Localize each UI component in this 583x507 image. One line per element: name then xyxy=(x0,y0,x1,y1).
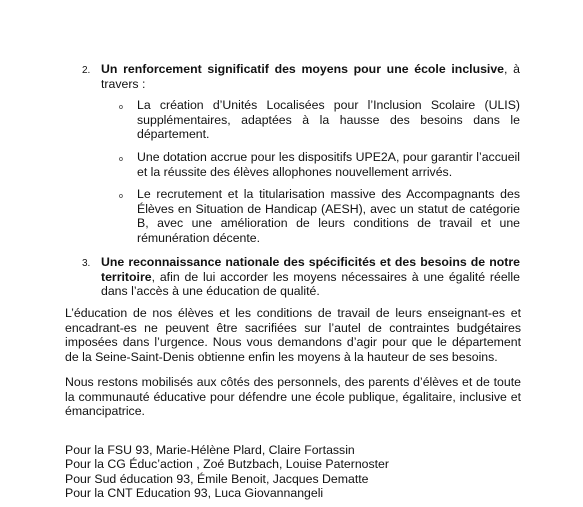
signature-line: Pour la FSU 93, Marie-Hélène Plard, Claire Fortassin xyxy=(65,443,355,457)
list-item-3-title: Une reconnaissance nationale des spécificités et des besoins de notre territoire xyxy=(101,255,520,284)
paragraph-conditions: L’éducation de nos élèves et les conditions de travail de leurs enseignant-es et encadrant-es ne peuvent être sacrifiées sur l’autel de contraintes budgétaires imposées dans l’urgence. Nous vous demandons d’agir pour que le département de la Seine-Saint-Denis obtienne enfin les moyens à la hauteur de ses besoins. xyxy=(65,306,521,364)
bullet-marker: o xyxy=(119,193,123,200)
list-item-3 xyxy=(101,255,520,299)
bullet-marker: o xyxy=(119,104,123,111)
bullet-marker: o xyxy=(119,156,123,163)
list-number-3: 3. xyxy=(82,258,91,269)
bullet-item-ulis: La création d’Unités Localisées pour l’Inclusion Scolaire (ULIS) supplémentaires, adaptées à la hausse des besoins dans le département. xyxy=(137,98,520,142)
bullet-item-aesh: Le recrutement et la titularisation massive des Accompagnants des Élèves en Situation de Handicap (AESH), avec un statut de catégorie B, avec une amélioration de leurs conditions de travail et une rémunération décente. xyxy=(137,187,520,245)
bullet-item-upe2a: Une dotation accrue pour les dispositifs UPE2A, pour garantir l’accueil et la réussite des élèves allophones nouvellement arrivés. xyxy=(137,150,520,179)
signature-line: Pour la CNT Education 93, Luca Giovannangeli xyxy=(65,486,324,501)
list-item-2 xyxy=(101,62,520,91)
list-item-2-title: Un renforcement significatif des moyens pour une école inclusive xyxy=(101,62,505,76)
list-item-3-rest: , afin de lui accorder les moyens nécessaires à une égalité réelle dans l’accès à une éducation de qualité. xyxy=(101,269,520,299)
list-number-2: 2. xyxy=(82,65,91,76)
list-item-2-rest: , à travers : xyxy=(101,62,520,91)
signature-line: Pour Sud éducation 93, Émile Benoit, Jacques Dematte xyxy=(65,471,369,486)
signature-block xyxy=(65,443,521,501)
paragraph-mobilisation: Nous restons mobilisés aux côtés des personnels, des parents d’élèves et de toute la communauté éducative pour défendre une école publique, égalitaire, inclusive et émancipatrice. xyxy=(65,375,521,419)
signature-line: Pour la CG Éduc’action , Zoé Butzbach, Louise Paternoster xyxy=(65,457,389,472)
